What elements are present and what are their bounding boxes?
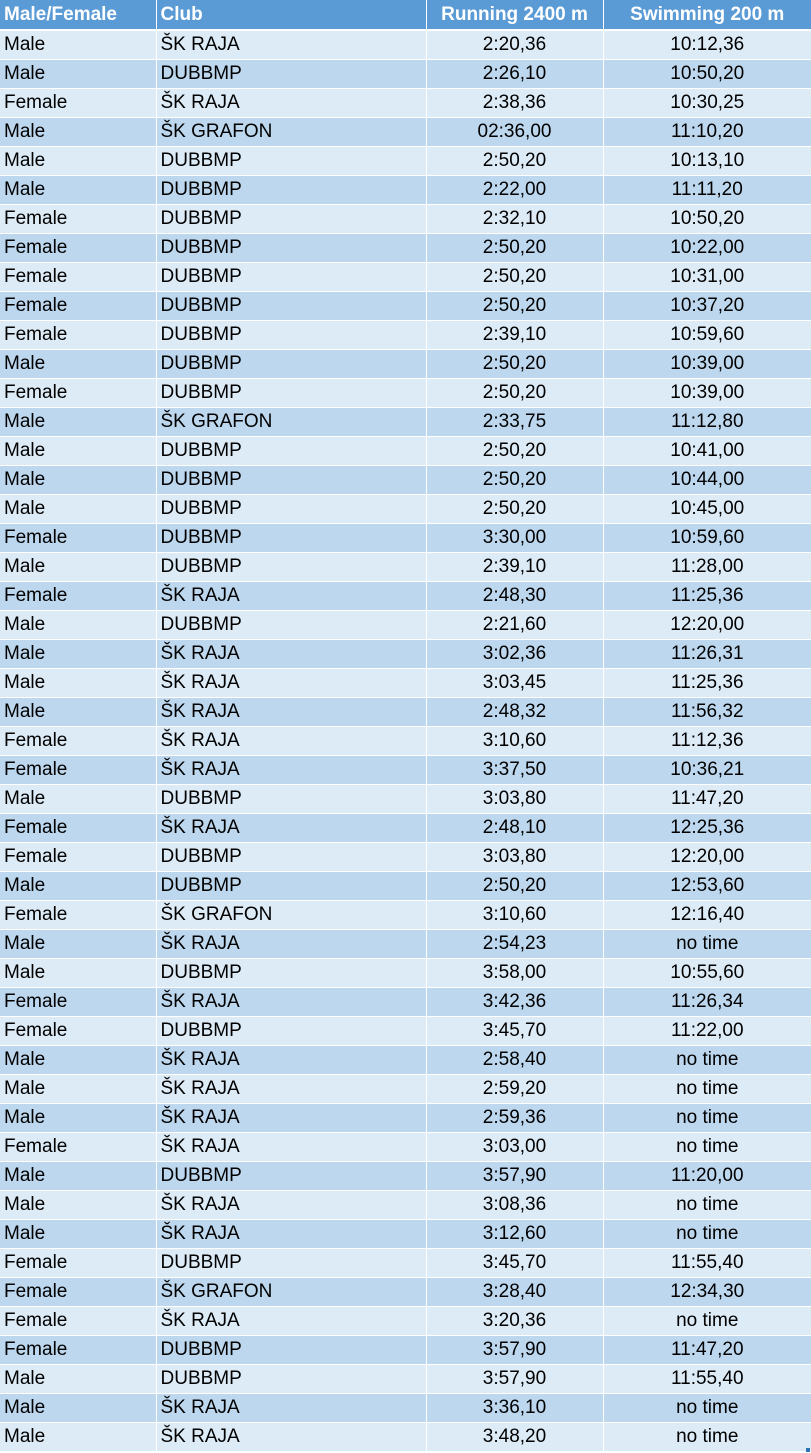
cell-running-time[interactable]: 3:03,80: [426, 784, 603, 813]
cell-gender[interactable]: Male: [0, 871, 156, 900]
cell-swimming-time[interactable]: 11:26,34: [603, 987, 811, 1016]
cell-swimming-time[interactable]: 11:11,20: [603, 175, 811, 204]
table-row: [0, 639, 811, 668]
table-row: [0, 1422, 811, 1451]
cell-swimming-time[interactable]: no time: [603, 1422, 811, 1451]
cell-club[interactable]: DUBBMP: [156, 59, 426, 88]
cell-swimming-time[interactable]: 10:55,60: [603, 958, 811, 987]
cell-running-time[interactable]: 3:36,10: [426, 1393, 603, 1422]
cell-gender[interactable]: Male: [0, 1190, 156, 1219]
cell-gender[interactable]: Female: [0, 842, 156, 871]
table-row: [0, 1074, 811, 1103]
cell-running-time[interactable]: 3:10,60: [426, 726, 603, 755]
cell-club[interactable]: ŠK RAJA: [156, 1045, 426, 1074]
cell-swimming-time[interactable]: 10:50,20: [603, 59, 811, 88]
table-row: [0, 842, 811, 871]
cell-running-time[interactable]: 2:48,30: [426, 581, 603, 610]
cell-club[interactable]: DUBBMP: [156, 842, 426, 871]
cell-running-time[interactable]: 3:03,00: [426, 1132, 603, 1161]
cell-running-time[interactable]: 3:12,60: [426, 1219, 603, 1248]
cell-swimming-time[interactable]: 10:37,20: [603, 291, 811, 320]
table-row: [0, 436, 811, 465]
cell-gender[interactable]: Female: [0, 1016, 156, 1045]
cell-swimming-time[interactable]: 10:39,00: [603, 349, 811, 378]
cell-running-time[interactable]: 2:21,60: [426, 610, 603, 639]
table-row: [0, 523, 811, 552]
cell-club[interactable]: DUBBMP: [156, 523, 426, 552]
cell-club[interactable]: ŠK RAJA: [156, 929, 426, 958]
table-row: [0, 1103, 811, 1132]
cell-swimming-time[interactable]: 10:39,00: [603, 378, 811, 407]
cell-running-time[interactable]: 2:26,10: [426, 59, 603, 88]
table-row: [0, 233, 811, 262]
cell-club[interactable]: DUBBMP: [156, 552, 426, 581]
cell-running-time[interactable]: 2:48,10: [426, 813, 603, 842]
header-club[interactable]: Club: [156, 0, 426, 30]
cell-gender[interactable]: Male: [0, 1161, 156, 1190]
cell-gender[interactable]: Female: [0, 755, 156, 784]
cell-running-time[interactable]: 2:39,10: [426, 320, 603, 349]
cell-gender[interactable]: Female: [0, 987, 156, 1016]
table-row: [0, 581, 811, 610]
table-row: [0, 668, 811, 697]
cell-running-time[interactable]: 3:48,20: [426, 1422, 603, 1451]
cell-gender[interactable]: Female: [0, 813, 156, 842]
table-row: [0, 1364, 811, 1393]
cell-running-time[interactable]: 3:58,00: [426, 958, 603, 987]
cell-gender[interactable]: Female: [0, 378, 156, 407]
table-row: [0, 871, 811, 900]
cell-swimming-time[interactable]: no time: [603, 1306, 811, 1335]
cell-swimming-time[interactable]: no time: [603, 1219, 811, 1248]
cell-swimming-time[interactable]: 11:12,80: [603, 407, 811, 436]
cell-club[interactable]: ŠK GRAFON: [156, 117, 426, 146]
cell-running-time[interactable]: 2:20,36: [426, 30, 603, 59]
cell-swimming-time[interactable]: 11:25,36: [603, 668, 811, 697]
cell-gender[interactable]: Female: [0, 88, 156, 117]
cell-gender[interactable]: Male: [0, 1364, 156, 1393]
cell-swimming-time[interactable]: 10:22,00: [603, 233, 811, 262]
cell-running-time[interactable]: 3:28,40: [426, 1277, 603, 1306]
header-swimming[interactable]: Swimming 200 m: [603, 0, 811, 30]
cell-running-time[interactable]: 2:59,36: [426, 1103, 603, 1132]
cell-swimming-time[interactable]: 11:47,20: [603, 1335, 811, 1364]
cell-club[interactable]: ŠK RAJA: [156, 697, 426, 726]
cell-swimming-time[interactable]: 11:22,00: [603, 1016, 811, 1045]
cell-gender[interactable]: Male: [0, 1393, 156, 1422]
header-row: [0, 0, 811, 30]
cell-running-time[interactable]: 3:45,70: [426, 1016, 603, 1045]
cell-running-time[interactable]: 2:54,23: [426, 929, 603, 958]
cell-club[interactable]: ŠK GRAFON: [156, 900, 426, 929]
table-row: [0, 552, 811, 581]
table-row: [0, 204, 811, 233]
table-row: [0, 407, 811, 436]
table-row: [0, 117, 811, 146]
cell-gender[interactable]: Female: [0, 1335, 156, 1364]
cell-gender[interactable]: Male: [0, 1074, 156, 1103]
cell-club[interactable]: DUBBMP: [156, 1161, 426, 1190]
table-row: [0, 784, 811, 813]
table-header: [0, 0, 811, 30]
cell-swimming-time[interactable]: 12:34,30: [603, 1277, 811, 1306]
cell-swimming-time[interactable]: 10:13,10: [603, 146, 811, 175]
cell-gender[interactable]: Female: [0, 262, 156, 291]
cell-swimming-time[interactable]: 11:26,31: [603, 639, 811, 668]
cell-club[interactable]: ŠK RAJA: [156, 987, 426, 1016]
cell-club[interactable]: ŠK RAJA: [156, 1219, 426, 1248]
cell-running-time[interactable]: 3:03,45: [426, 668, 603, 697]
cell-gender[interactable]: Male: [0, 349, 156, 378]
table-row: [0, 1045, 811, 1074]
cell-gender[interactable]: Male: [0, 784, 156, 813]
cell-club[interactable]: DUBBMP: [156, 436, 426, 465]
cell-club[interactable]: ŠK RAJA: [156, 668, 426, 697]
cell-gender[interactable]: Male: [0, 117, 156, 146]
cell-gender[interactable]: Male: [0, 465, 156, 494]
table-row: [0, 929, 811, 958]
table-row: [0, 1335, 811, 1364]
cell-swimming-time[interactable]: 10:44,00: [603, 465, 811, 494]
table-row: [0, 146, 811, 175]
cell-swimming-time[interactable]: 11:55,40: [603, 1248, 811, 1277]
cell-running-time[interactable]: 3:57,90: [426, 1364, 603, 1393]
cell-running-time[interactable]: 2:33,75: [426, 407, 603, 436]
cell-gender[interactable]: Male: [0, 697, 156, 726]
cell-gender[interactable]: Female: [0, 1306, 156, 1335]
cell-swimming-time[interactable]: 11:12,36: [603, 726, 811, 755]
cell-gender[interactable]: Female: [0, 233, 156, 262]
cell-running-time[interactable]: 2:22,00: [426, 175, 603, 204]
cell-swimming-time[interactable]: 12:20,00: [603, 842, 811, 871]
cell-gender[interactable]: Male: [0, 929, 156, 958]
cell-club[interactable]: DUBBMP: [156, 784, 426, 813]
cell-club[interactable]: ŠK RAJA: [156, 726, 426, 755]
cell-gender[interactable]: Male: [0, 668, 156, 697]
cell-gender[interactable]: Male: [0, 494, 156, 523]
table-row: [0, 88, 811, 117]
cell-running-time[interactable]: 3:20,36: [426, 1306, 603, 1335]
cell-gender[interactable]: Male: [0, 1219, 156, 1248]
cell-club[interactable]: ŠK RAJA: [156, 1422, 426, 1451]
cell-swimming-time[interactable]: no time: [603, 1132, 811, 1161]
cell-swimming-time[interactable]: 12:53,60: [603, 871, 811, 900]
cell-running-time[interactable]: 2:50,20: [426, 349, 603, 378]
table-body: [0, 30, 811, 1451]
table-row: [0, 987, 811, 1016]
cell-club[interactable]: ŠK RAJA: [156, 1074, 426, 1103]
cell-gender[interactable]: Female: [0, 1277, 156, 1306]
cell-gender[interactable]: Female: [0, 581, 156, 610]
table-row: [0, 465, 811, 494]
cell-gender[interactable]: Male: [0, 407, 156, 436]
cell-club[interactable]: ŠK GRAFON: [156, 407, 426, 436]
cell-running-time[interactable]: 2:50,20: [426, 378, 603, 407]
table-row: [0, 1161, 811, 1190]
cell-club[interactable]: ŠK RAJA: [156, 1190, 426, 1219]
cell-gender[interactable]: Male: [0, 1045, 156, 1074]
cell-swimming-time[interactable]: 10:59,60: [603, 523, 811, 552]
table-row: [0, 610, 811, 639]
cell-running-time[interactable]: 2:50,20: [426, 233, 603, 262]
cell-running-time[interactable]: 2:50,20: [426, 436, 603, 465]
cell-swimming-time[interactable]: 10:36,21: [603, 755, 811, 784]
table-row: [0, 1277, 811, 1306]
table-row: [0, 378, 811, 407]
cell-swimming-time[interactable]: 12:16,40: [603, 900, 811, 929]
cell-club[interactable]: ŠK GRAFON: [156, 1277, 426, 1306]
cell-club[interactable]: DUBBMP: [156, 378, 426, 407]
cell-running-time[interactable]: 3:45,70: [426, 1248, 603, 1277]
cell-club[interactable]: DUBBMP: [156, 1016, 426, 1045]
cell-running-time[interactable]: 3:57,90: [426, 1161, 603, 1190]
table-row: [0, 1132, 811, 1161]
cell-club[interactable]: DUBBMP: [156, 291, 426, 320]
cell-gender[interactable]: Female: [0, 726, 156, 755]
cell-club[interactable]: DUBBMP: [156, 1248, 426, 1277]
cell-gender[interactable]: Male: [0, 958, 156, 987]
cell-swimming-time[interactable]: 10:31,00: [603, 262, 811, 291]
cell-club[interactable]: DUBBMP: [156, 175, 426, 204]
cell-running-time[interactable]: 2:50,20: [426, 494, 603, 523]
cell-swimming-time[interactable]: 11:55,40: [603, 1364, 811, 1393]
table-row: [0, 291, 811, 320]
cell-club[interactable]: DUBBMP: [156, 610, 426, 639]
table-row: [0, 1219, 811, 1248]
cell-swimming-time[interactable]: 10:45,00: [603, 494, 811, 523]
cell-running-time[interactable]: 2:50,20: [426, 291, 603, 320]
cell-gender[interactable]: Male: [0, 1422, 156, 1451]
header-gender[interactable]: Male/Female: [0, 0, 156, 30]
cell-gender[interactable]: Male: [0, 436, 156, 465]
cell-gender[interactable]: Female: [0, 291, 156, 320]
cell-club[interactable]: DUBBMP: [156, 262, 426, 291]
cell-swimming-time[interactable]: 11:20,00: [603, 1161, 811, 1190]
cell-running-time[interactable]: 3:37,50: [426, 755, 603, 784]
cell-running-time[interactable]: 02:36,00: [426, 117, 603, 146]
cell-club[interactable]: DUBBMP: [156, 494, 426, 523]
cell-gender[interactable]: Female: [0, 1132, 156, 1161]
cell-gender[interactable]: Female: [0, 523, 156, 552]
cell-gender[interactable]: Female: [0, 1248, 156, 1277]
cell-club[interactable]: DUBBMP: [156, 349, 426, 378]
cell-running-time[interactable]: 2:38,36: [426, 88, 603, 117]
cell-club[interactable]: DUBBMP: [156, 1364, 426, 1393]
cell-club[interactable]: ŠK RAJA: [156, 755, 426, 784]
cell-running-time[interactable]: 2:50,20: [426, 871, 603, 900]
cell-running-time[interactable]: 2:58,40: [426, 1045, 603, 1074]
table-row: [0, 175, 811, 204]
cell-club[interactable]: DUBBMP: [156, 146, 426, 175]
cell-gender[interactable]: Female: [0, 900, 156, 929]
cell-swimming-time[interactable]: 12:20,00: [603, 610, 811, 639]
cell-running-time[interactable]: 2:50,20: [426, 146, 603, 175]
table-row: [0, 320, 811, 349]
table-row: [0, 30, 811, 59]
table-row: [0, 349, 811, 378]
cell-swimming-time[interactable]: no time: [603, 1393, 811, 1422]
cell-running-time[interactable]: 2:48,32: [426, 697, 603, 726]
cell-club[interactable]: ŠK RAJA: [156, 1132, 426, 1161]
cell-swimming-time[interactable]: no time: [603, 1045, 811, 1074]
cell-swimming-time[interactable]: 11:25,36: [603, 581, 811, 610]
cell-gender[interactable]: Female: [0, 204, 156, 233]
cell-swimming-time[interactable]: 11:47,20: [603, 784, 811, 813]
cell-running-time[interactable]: 2:50,20: [426, 262, 603, 291]
cell-gender[interactable]: Male: [0, 146, 156, 175]
table-row: [0, 958, 811, 987]
cell-gender[interactable]: Male: [0, 1103, 156, 1132]
cell-swimming-time[interactable]: no time: [603, 929, 811, 958]
header-running[interactable]: Running 2400 m: [426, 0, 603, 30]
table-row: [0, 262, 811, 291]
cell-club[interactable]: ŠK RAJA: [156, 30, 426, 59]
cell-gender[interactable]: Male: [0, 175, 156, 204]
table-row: [0, 813, 811, 842]
cell-club[interactable]: ŠK RAJA: [156, 88, 426, 117]
cell-club[interactable]: DUBBMP: [156, 233, 426, 262]
cell-running-time[interactable]: 2:59,20: [426, 1074, 603, 1103]
cell-club[interactable]: DUBBMP: [156, 320, 426, 349]
cell-running-time[interactable]: 3:10,60: [426, 900, 603, 929]
cell-swimming-time[interactable]: 10:50,20: [603, 204, 811, 233]
table-resize-handle[interactable]: [806, 1448, 810, 1452]
table-row: [0, 494, 811, 523]
cell-running-time[interactable]: 2:50,20: [426, 465, 603, 494]
cell-club[interactable]: ŠK RAJA: [156, 813, 426, 842]
cell-club[interactable]: DUBBMP: [156, 204, 426, 233]
table-row: [0, 1190, 811, 1219]
cell-gender[interactable]: Male: [0, 610, 156, 639]
cell-swimming-time[interactable]: 11:10,20: [603, 117, 811, 146]
cell-club[interactable]: DUBBMP: [156, 871, 426, 900]
table-row: [0, 1393, 811, 1422]
table-row: [0, 1306, 811, 1335]
cell-running-time[interactable]: 2:32,10: [426, 204, 603, 233]
cell-club[interactable]: ŠK RAJA: [156, 1306, 426, 1335]
table-row: [0, 1016, 811, 1045]
table-row: [0, 1248, 811, 1277]
cell-gender[interactable]: Male: [0, 639, 156, 668]
cell-running-time[interactable]: 3:08,36: [426, 1190, 603, 1219]
table-row: [0, 697, 811, 726]
cell-swimming-time[interactable]: 10:30,25: [603, 88, 811, 117]
cell-running-time[interactable]: 3:02,36: [426, 639, 603, 668]
cell-running-time[interactable]: 2:39,10: [426, 552, 603, 581]
cell-swimming-time[interactable]: no time: [603, 1190, 811, 1219]
cell-swimming-time[interactable]: 11:28,00: [603, 552, 811, 581]
cell-swimming-time[interactable]: no time: [603, 1103, 811, 1132]
cell-club[interactable]: ŠK RAJA: [156, 581, 426, 610]
cell-club[interactable]: DUBBMP: [156, 1335, 426, 1364]
cell-running-time[interactable]: 3:57,90: [426, 1335, 603, 1364]
cell-club[interactable]: DUBBMP: [156, 958, 426, 987]
cell-gender[interactable]: Male: [0, 30, 156, 59]
cell-gender[interactable]: Female: [0, 320, 156, 349]
cell-club[interactable]: ŠK RAJA: [156, 1393, 426, 1422]
cell-swimming-time[interactable]: 10:12,36: [603, 30, 811, 59]
cell-running-time[interactable]: 3:42,36: [426, 987, 603, 1016]
cell-gender[interactable]: Male: [0, 59, 156, 88]
cell-swimming-time[interactable]: 11:56,32: [603, 697, 811, 726]
cell-running-time[interactable]: 3:03,80: [426, 842, 603, 871]
cell-running-time[interactable]: 3:30,00: [426, 523, 603, 552]
cell-swimming-time[interactable]: 10:41,00: [603, 436, 811, 465]
table-row: [0, 755, 811, 784]
cell-swimming-time[interactable]: no time: [603, 1074, 811, 1103]
cell-swimming-time[interactable]: 12:25,36: [603, 813, 811, 842]
table-row: [0, 59, 811, 88]
cell-swimming-time[interactable]: 10:59,60: [603, 320, 811, 349]
table-row: [0, 900, 811, 929]
cell-club[interactable]: ŠK RAJA: [156, 1103, 426, 1132]
cell-club[interactable]: ŠK RAJA: [156, 639, 426, 668]
cell-club[interactable]: DUBBMP: [156, 465, 426, 494]
table-row: [0, 726, 811, 755]
cell-gender[interactable]: Male: [0, 552, 156, 581]
